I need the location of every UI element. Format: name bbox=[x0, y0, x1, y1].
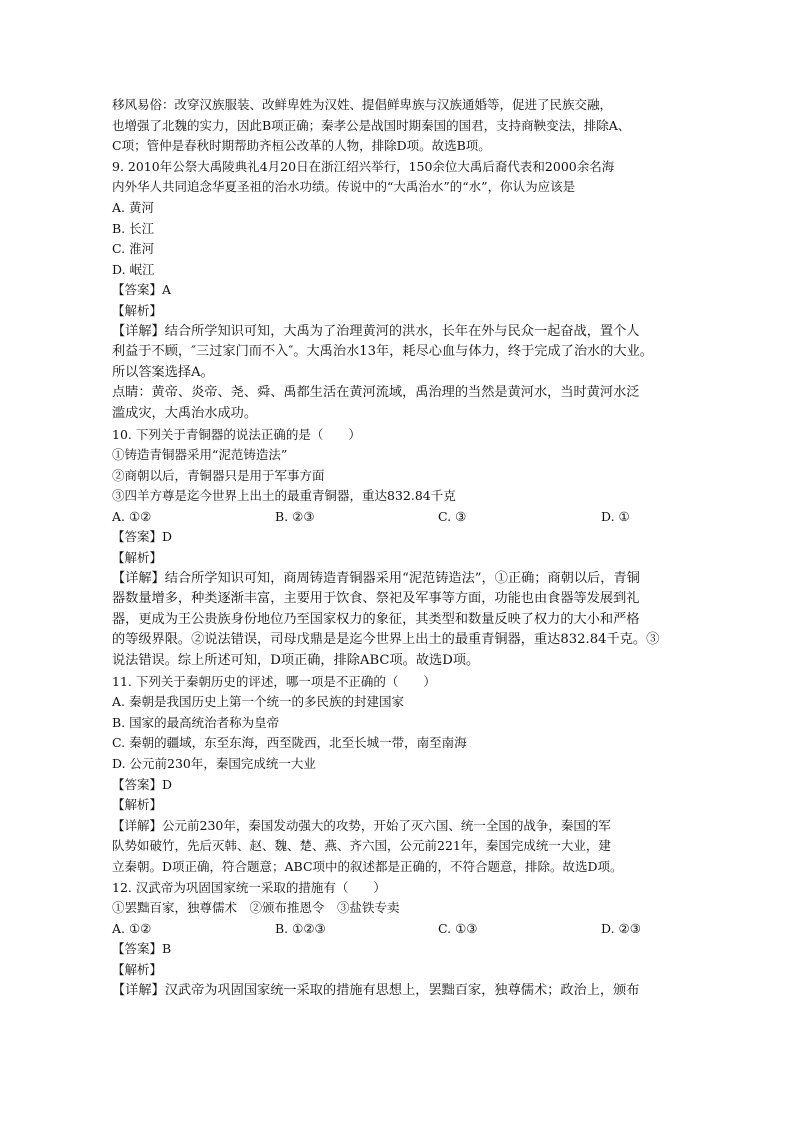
note-text: 滥成灾，大禹治水成功。 bbox=[112, 405, 258, 421]
answer-label: 【答案】D bbox=[112, 776, 173, 792]
detail-text: 【详解】结合所学知识可知，商周铸造青铜器采用“泥范铸造法”，①正确；商朝以后，青铜 bbox=[112, 570, 640, 586]
question-10-item: ③四羊方尊是迄今世界上出土的最重青铜器，重达832.84千克 bbox=[112, 488, 456, 504]
question-12-options bbox=[112, 919, 690, 940]
option-d: D. ① bbox=[601, 508, 630, 524]
question-12-items: ①罢黜百家，独尊儒术 ②颁布推恩令 ③盐铁专卖 bbox=[112, 900, 400, 916]
question-10-options bbox=[112, 507, 690, 528]
question-11-option-a: A. 秦朝是我国历史上第一个统一的多民族的封建国家 bbox=[112, 694, 404, 710]
document-page bbox=[112, 95, 690, 1001]
detail-text: 立秦朝。D项正确，符合题意；ABC项中的叙述都是正确的，不符合题意，排除。故选D项。 bbox=[112, 858, 623, 874]
detail-text: 【详解】汉武帝为巩固国家统一采取的措施有思想上，罢黜百家，独尊儒术；政治上，颁布 bbox=[112, 982, 640, 998]
detail-text: 【详解】结合所学知识可知，大禹为了治理黄河的洪水，长年在外与民众一起奋战，置个人 bbox=[112, 323, 640, 339]
text-line: 移风易俗：改穿汉族服装、改鲜卑姓为汉姓、提倡鲜卑族与汉族通婚等，促进了民族交融， bbox=[112, 97, 613, 112]
text-line: C项；管仲是春秋时期帮助齐桓公改革的人物，排除D项。故选B项。 bbox=[112, 138, 491, 154]
question-9-stem: 内外华人共同追念华夏圣祖的治水功绩。传说中的“大禹治水”的“水”，你认为应该是 bbox=[112, 179, 576, 195]
detail-text: 器数量增多，种类逐渐丰富，主要用于饮食、祭祀及军事等方面，功能也由食器等发展到礼 bbox=[112, 591, 640, 607]
option-c: C. ①③ bbox=[438, 920, 478, 936]
answer-label: 【答案】B bbox=[112, 941, 172, 957]
option-a: A. ①② bbox=[112, 920, 152, 936]
detail-text: 队势如破竹，先后灭韩、赵、魏、楚、燕、齐六国，公元前221年，秦国完成统一大业，建 bbox=[112, 838, 611, 854]
question-11-stem: 11. 下列关于秦朝历史的评述，哪一项是不正确的（ ） bbox=[112, 673, 436, 689]
question-9-option-a: A. 黄河 bbox=[112, 199, 154, 215]
option-a: A. ①② bbox=[112, 508, 152, 524]
detail-text: 器，更成为王公贵族身份地位乃至国家权力的象征，其类型和数量反映了权力的大小和严格 bbox=[112, 611, 640, 627]
answer-label: 【答案】D bbox=[112, 529, 173, 545]
question-11-option-d: D. 公元前230年，秦国完成统一大业 bbox=[112, 756, 316, 771]
detail-text: 【详解】公元前230年，秦国发动强大的攻势，开始了灭六国、统一全国的战争，秦国的军 bbox=[112, 817, 611, 833]
question-10-stem: 10. 下列关于青铜器的说法正确的是（ ） bbox=[112, 426, 361, 442]
text-line: 也增强了北魏的实力，因此B项正确；秦孝公是战国时期秦国的国君，支持商鞅变法，排除A、 bbox=[112, 117, 631, 133]
detail-text: 说法错误。综上所述可知，D项正确，排除ABC项。故选D项。 bbox=[112, 653, 480, 669]
analysis-label: 【解析】 bbox=[112, 961, 163, 977]
question-9-option-c: C. 淮河 bbox=[112, 241, 155, 257]
option-c: C. ③ bbox=[438, 508, 467, 524]
question-9-option-b: B. 长江 bbox=[112, 220, 155, 236]
answer-label: 【答案】A bbox=[112, 282, 172, 298]
detail-text: 的等级界限。②说法错误，司母戊鼎是是迄今世界上出土的最重青铜器，重达832.84千克。③ bbox=[112, 632, 660, 648]
question-9-stem: 9. 2010年公祭大禹陵典礼4月20日在浙江绍兴举行，150余位大禹后裔代表和2000余名海 bbox=[112, 158, 615, 174]
option-b: B. ①②③ bbox=[275, 920, 326, 936]
question-12-stem: 12. 汉武帝为巩固国家统一采取的措施有（ ） bbox=[112, 879, 386, 895]
analysis-label: 【解析】 bbox=[112, 302, 163, 318]
note-text: 点睛：黄帝、炎帝、尧、舜、禹都生活在黄河流域，禹治理的当然是黄河水，当时黄河水泛 bbox=[112, 385, 640, 401]
detail-text: 利益于不顾，″三过家门而不入″。大禹治水13年，耗尽心血与体力，终于完成了治水的大业。 bbox=[112, 344, 653, 360]
option-d: D. ②③ bbox=[601, 920, 641, 936]
detail-text: 所以答案选择A。 bbox=[112, 364, 214, 380]
option-b: B. ②③ bbox=[275, 508, 315, 524]
question-10-item: ①铸造青铜器采用“泥范铸造法” bbox=[112, 447, 288, 463]
analysis-label: 【解析】 bbox=[112, 550, 163, 566]
question-11-option-c: C. 秦朝的疆域，东至东海，西至陇西，北至长城一带，南至南海 bbox=[112, 735, 467, 751]
question-9-option-d: D. 岷江 bbox=[112, 261, 155, 277]
question-10-item: ②商朝以后，青铜器只是用于军事方面 bbox=[112, 467, 325, 483]
question-11-option-b: B. 国家的最高统治者称为皇帝 bbox=[112, 714, 280, 730]
analysis-label: 【解析】 bbox=[112, 797, 163, 813]
